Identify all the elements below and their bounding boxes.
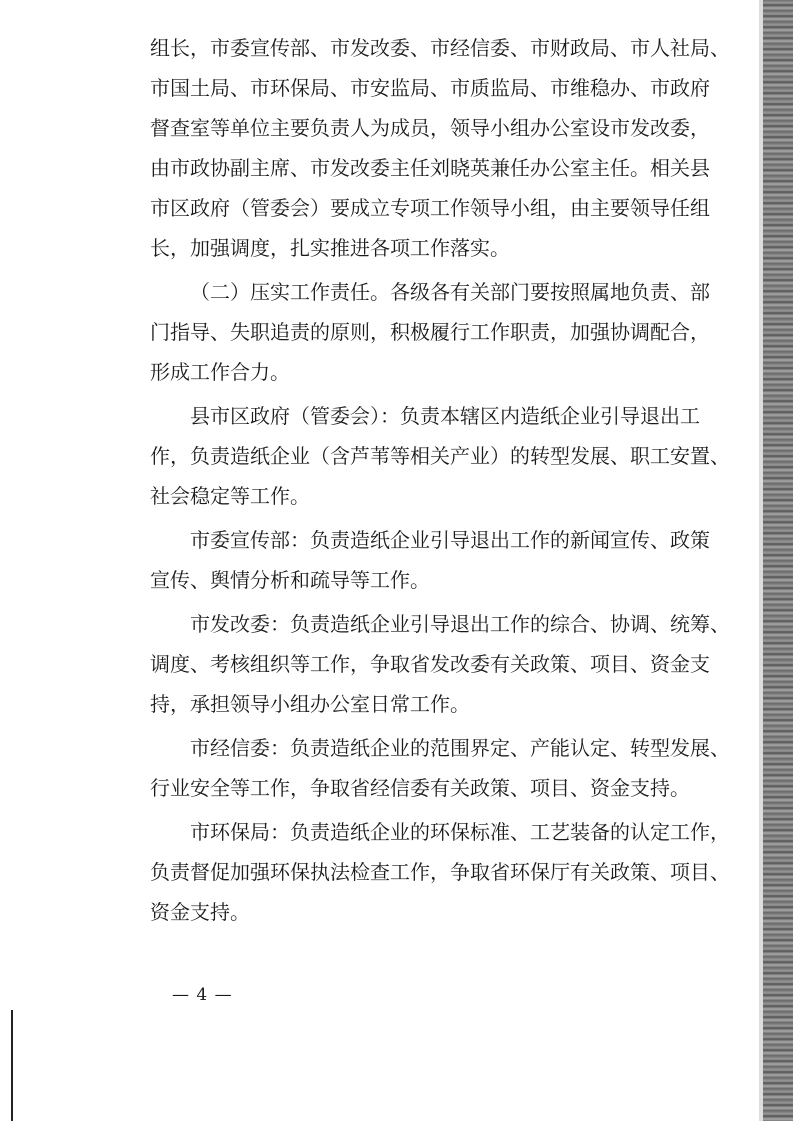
text-line: 市区政府（管委会）要成立专项工作领导小组，由主要领导任组	[150, 196, 710, 220]
text-line: 持，承担领导小组办公室日常工作。	[150, 692, 470, 716]
scan-edge	[763, 0, 793, 1121]
text-line: （二）压实工作责任。各级各有关部门要按照属地负责、部	[190, 280, 710, 304]
paragraph	[150, 604, 758, 724]
text-line: 资金支持。	[150, 900, 250, 924]
text-line: 县市区政府（管委会）：负责本辖区内造纸企业引导退出工	[190, 404, 700, 428]
text-line: 市经信委：负责造纸企业的范围界定、产能认定、转型发展、	[190, 736, 730, 760]
paragraph	[150, 28, 758, 268]
paragraph	[150, 728, 758, 808]
text-line: 形成工作合力。	[150, 360, 290, 384]
text-line: 督查室等单位主要负责人为成员，领导小组办公室设市发改委，	[150, 116, 710, 140]
paragraph	[150, 272, 758, 392]
paragraph	[150, 812, 758, 932]
page-number: — 4 —	[172, 985, 233, 1005]
text-line: 调度、考核组织等工作，争取省发改委有关政策、项目、资金支	[150, 652, 710, 676]
paragraph-gap	[150, 932, 758, 936]
text-line: 长，加强调度，扎实推进各项工作落实。	[150, 236, 510, 260]
text-line: 门指导、失职追责的原则，积极履行工作职责，加强协调配合，	[150, 320, 710, 344]
paragraph	[150, 396, 758, 516]
text-line: 市发改委：负责造纸企业引导退出工作的综合、协调、统筹、	[190, 612, 730, 636]
scan-edge-shadow	[759, 0, 763, 1121]
text-line: 作，负责造纸企业（含芦苇等相关产业）的转型发展、职工安置、	[150, 444, 730, 468]
paragraph	[150, 520, 758, 600]
text-line: 行业安全等工作，争取省经信委有关政策、项目、资金支持。	[150, 776, 690, 800]
scan-left-line	[11, 1010, 13, 1121]
text-line: 社会稳定等工作。	[150, 484, 310, 508]
document-body	[150, 28, 758, 936]
text-line: 宣传、舆情分析和疏导等工作。	[150, 568, 430, 592]
text-line: 由市政协副主席、市发改委主任刘晓英兼任办公室主任。相关县	[150, 156, 710, 180]
text-line: 市国土局、市环保局、市安监局、市质监局、市维稳办、市政府	[150, 76, 710, 100]
text-line: 市委宣传部：负责造纸企业引导退出工作的新闻宣传、政策	[190, 528, 710, 552]
text-line: 负责督促加强环保执法检查工作，争取省环保厅有关政策、项目、	[150, 860, 730, 884]
text-line: 组长，市委宣传部、市发改委、市经信委、市财政局、市人社局、	[150, 36, 730, 60]
text-line: 市环保局：负责造纸企业的环保标准、工艺装备的认定工作，	[190, 820, 730, 844]
